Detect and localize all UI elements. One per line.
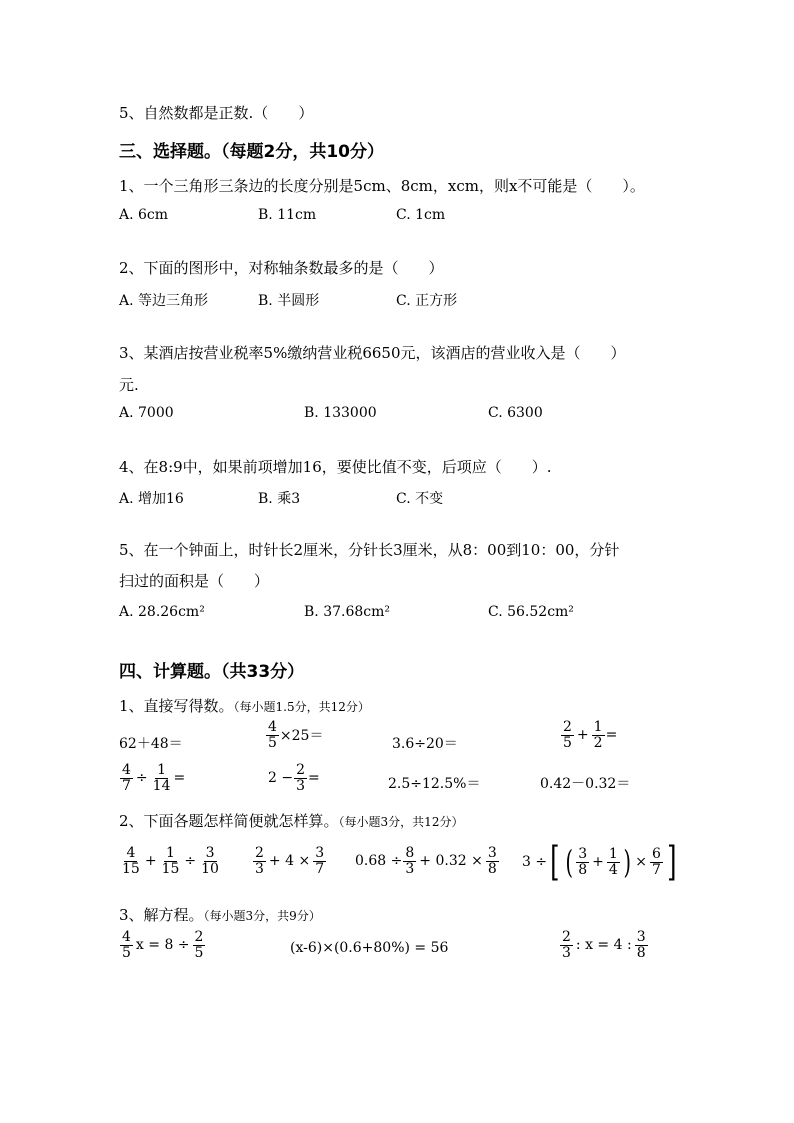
fraction [120,846,142,876]
mc-question-5: 5、在一个钟面上，时针长2厘米，分针长3厘米，从8：00到10：00，分针 [119,541,620,559]
equals-sign: = [605,727,618,744]
q2-option-a: A. 等边三角形 [119,293,209,309]
q3-option-b: B. 133000 [304,405,377,421]
part-2-label: 2、下面各题怎样简便就怎样算。 [119,812,339,830]
p1-expr-1-text: 62＋48＝ [119,736,183,752]
mc-question-4: 4、在8:9中，如果前项增加16，要使比值不变，后项应（ ）. [119,458,552,476]
fraction [160,846,182,876]
p1-expr-7 [388,773,480,793]
denominator: 5 [122,944,131,961]
fraction [561,720,574,750]
q1-option-c: C. 1cm [396,207,446,223]
denominator: 8 [578,861,588,878]
q2-option-c: C. 正方形 [396,293,458,309]
p1-expr-6 [268,763,320,793]
denominator: 7 [651,861,661,878]
fraction [650,847,663,877]
fraction [199,846,221,876]
p3-equation-3-mid: : x = 4 : [575,937,632,954]
denominator: 7 [122,777,131,794]
fraction [294,763,307,793]
p1-expr-3-text: 3.6÷20＝ [392,736,458,752]
numerator: 1 [608,845,618,862]
section-3-title: 三、选择题。（每题2分，共10分） [119,142,384,162]
numerator: 4 [122,762,131,778]
p3-equation-1-mid: x = 8 ÷ [135,937,190,954]
left-parenthesis: ( [565,843,573,881]
p1-expr-2-rest: ×25＝ [279,728,324,745]
denominator: 5 [268,734,277,751]
p1-expr-8 [540,773,630,793]
p1-expr-5 [119,763,185,793]
p2-expr-3-pre: 0.68 ÷ [355,853,403,870]
operator: + [576,727,589,744]
denominator: 3 [296,777,306,794]
mc-question-1: 1、一个三角形三条边的长度分别是5cm、8cm，xcm，则x不可能是（ ）。 [119,177,645,195]
mc-question-3-cont: 元. [119,376,139,394]
fraction [592,720,605,750]
q3-option-a: A. 7000 [119,405,174,421]
denominator: 14 [152,777,171,794]
numerator: 4 [268,719,277,735]
part-1-heading [119,695,370,716]
q5-option-a: A. 28.26cm² [119,604,205,620]
section-4-title: 四、计算题。（共33分） [119,662,305,682]
numerator: 2 [563,719,572,735]
p2-expr-1 [119,846,222,876]
part-3-note: （每小题3分，共9分） [203,909,321,923]
denominator: 3 [255,860,264,877]
fraction [313,846,326,876]
operator: + 0.32 × [419,853,483,870]
tf-question-5: 5、自然数都是正数.（ ） [119,104,314,122]
q5-option-c: C. 56.52cm² [488,604,574,620]
denominator: 5 [194,944,204,961]
mc-question-2: 2、下面的图形中，对称轴条数最多的是（ ） [119,259,444,277]
p1-expr-1 [119,733,183,753]
p1-expr-6-pre: 2 − [268,770,294,787]
q3-option-c: C. 6300 [488,405,543,421]
fraction [607,847,620,877]
numerator: 4 [126,845,136,861]
fraction [635,930,648,960]
p1-expr-3 [392,733,458,753]
operator: ÷ [184,853,197,870]
q4-option-c: C. 不变 [396,491,444,507]
q4-option-b: B. 乘3 [258,491,301,507]
equals-sign: = [308,770,320,787]
numerator: 3 [315,845,325,861]
part-1-note: （每小题1.5分，共12分） [233,700,370,714]
q1-option-b: B. 11cm [258,207,317,223]
right-parenthesis: ) [623,843,631,881]
part-2-heading [119,810,463,831]
denominator: 3 [405,860,415,877]
denominator: 4 [608,861,618,878]
numerator: 3 [205,845,215,861]
fraction [193,930,206,960]
part-1-label: 1、直接写得数。 [119,697,234,715]
denominator: 8 [636,944,646,961]
p3-equation-2 [290,940,448,956]
part-3-heading [119,904,321,925]
right-square-bracket: ] [667,839,677,885]
q4-option-a: A. 增加16 [119,491,184,507]
numerator: 1 [157,762,167,778]
denominator: 3 [562,944,571,961]
numerator: 1 [593,719,603,735]
equals-sign: = [173,770,186,787]
fraction [576,847,589,877]
numerator: 8 [405,845,415,861]
numerator: 3 [578,845,588,862]
part-2-note: （每小题3分，共12分） [338,815,464,829]
mc-question-3: 3、某酒店按营业税率5%缴纳营业税6650元，该酒店的营业收入是（ ） [119,344,626,362]
numerator: 2 [255,845,264,861]
p1-expr-7-text: 2.5÷12.5%＝ [388,776,481,792]
part-3-label: 3、解方程。 [119,906,204,924]
numerator: 2 [296,762,306,778]
fraction [560,930,573,960]
p1-expr-8-text: 0.42－0.32＝ [540,776,631,792]
fraction [151,763,173,793]
p2-expr-3 [355,846,500,876]
denominator: 5 [563,734,572,751]
q1-option-a: A. 6cm [119,207,169,223]
denominator: 8 [487,860,497,877]
numerator: 6 [651,845,661,862]
numerator: 3 [487,845,497,861]
denominator: 7 [315,860,325,877]
operator: + [144,853,157,870]
p2-expr-4 [522,839,680,885]
denominator: 15 [161,860,180,877]
denominator: 15 [122,860,140,877]
p3-equation-3 [559,930,649,960]
numerator: 4 [122,929,131,945]
mc-question-5-cont: 扫过的面积是（ ） [119,572,270,590]
p2-expr-2 [252,846,327,876]
left-square-bracket: [ [550,839,560,885]
numerator: 2 [194,929,204,945]
denominator: 10 [201,860,219,877]
p2-expr-4-pre: 3 ÷ [522,854,548,870]
fraction [253,846,266,876]
p1-expr-2 [265,720,323,750]
q5-option-b: B. 37.68cm² [304,604,390,620]
denominator: 2 [593,734,603,751]
operator: + [592,854,604,870]
operator: + 4 × [268,853,311,870]
fraction [120,763,133,793]
fraction [403,846,416,876]
operator: ÷ [135,770,148,787]
numerator: 2 [562,929,571,945]
fraction [266,720,279,750]
p3-equation-1 [119,930,206,960]
fraction [486,846,499,876]
numerator: 1 [166,845,175,861]
p1-expr-4 [560,720,617,750]
numerator: 3 [636,929,646,945]
q2-option-b: B. 半圆形 [258,293,320,309]
p3-equation-2-text: (x-6)×(0.6+80%) = 56 [290,940,449,956]
fraction [120,930,133,960]
operator: × [635,854,647,870]
